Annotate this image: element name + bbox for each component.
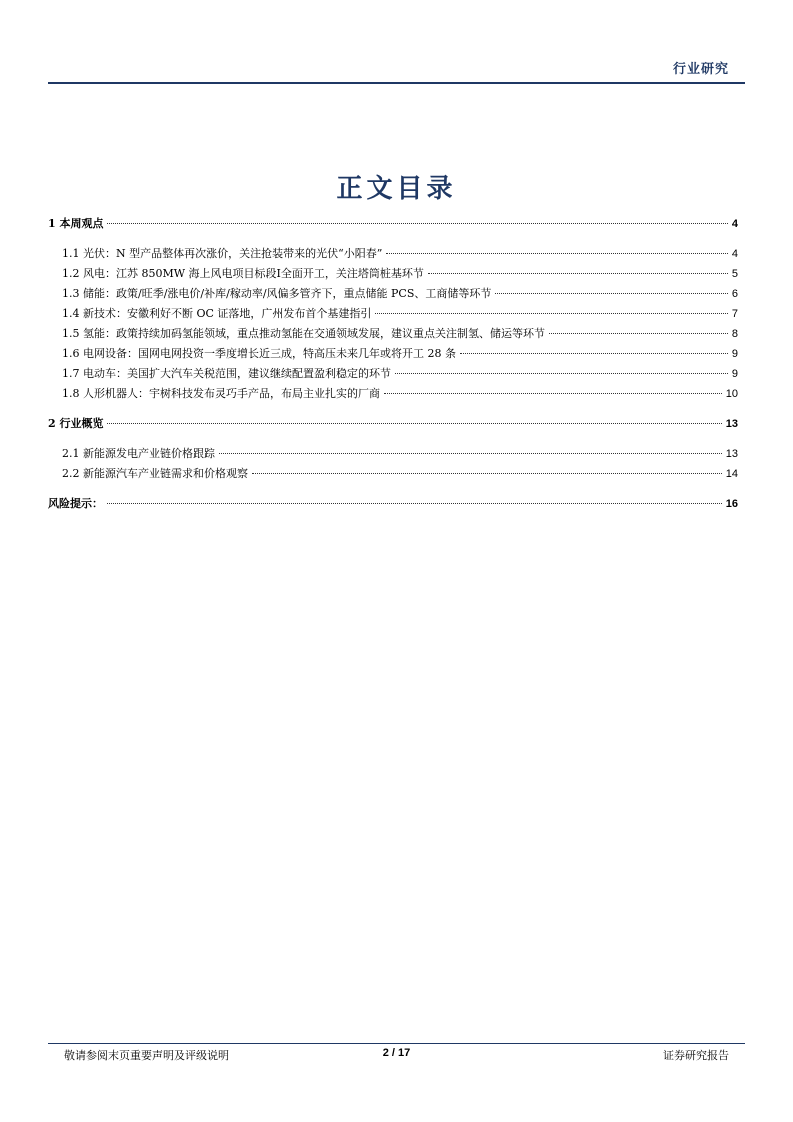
toc-entry-page: 10 <box>725 388 738 400</box>
page-title: 正文目录 <box>336 174 457 204</box>
toc-leader-dots <box>428 273 728 274</box>
toc-entry-1-4[interactable] <box>48 304 738 324</box>
toc-entry-1-5[interactable] <box>48 324 738 344</box>
footer-report-type: 证券研究报告 <box>663 1049 729 1062</box>
toc-leader-dots <box>107 503 722 504</box>
toc-entry-1-1[interactable] <box>48 244 738 264</box>
toc-entry-section-1[interactable] <box>48 214 738 234</box>
toc-entry-text: 1.4 新技术：安徽利好不断 OC 证落地，广州发布首个基建指引 <box>62 307 372 320</box>
toc-leader-dots <box>219 453 722 454</box>
toc-entry-page: 6 <box>731 288 738 300</box>
toc-entry-page: 8 <box>731 328 738 340</box>
toc-entry-text: 1.6 电网设备：国网电网投资一季度增长近三成，特高压未来几年或将开工 28 条 <box>62 347 456 360</box>
toc-entry-text: 1.1 光伏：N 型产品整体再次涨价，关注抢装带来的光伏“小阳春” <box>62 247 383 260</box>
toc-leader-dots <box>107 223 727 224</box>
toc-entry-1-2[interactable] <box>48 264 738 284</box>
footer-disclaimer: 敬请参阅末页重要声明及评级说明 <box>64 1049 229 1062</box>
page-footer <box>64 1047 729 1065</box>
toc-entry-page: 5 <box>731 268 738 280</box>
toc-entry-text: 2.2 新能源汽车产业链需求和价格观察 <box>62 467 248 480</box>
toc-entry-page: 16 <box>725 498 738 510</box>
toc-leader-dots <box>495 293 728 294</box>
toc-entry-text: 1.3 储能：政策/旺季/涨电价/补库/稼动率/风偏多管齐下，重点储能 PCS、工商储等环节 <box>62 287 492 300</box>
footer-divider <box>48 1043 745 1044</box>
header-divider <box>48 82 745 84</box>
toc-entry-text: 1 本周观点 <box>48 217 104 230</box>
toc-entry-1-7[interactable] <box>48 364 738 384</box>
toc-entry-page: 9 <box>731 348 738 360</box>
toc-entry-2-1[interactable] <box>48 444 738 464</box>
toc-entry-text: 1.7 电动车：美国扩大汽车关税范围，建议继续配置盈利稳定的环节 <box>62 367 391 380</box>
toc-entry-text: 2 行业概览 <box>48 417 104 430</box>
toc-entry-page: 4 <box>731 248 738 260</box>
toc-leader-dots <box>549 333 728 334</box>
toc-entry-2-2[interactable] <box>48 464 738 484</box>
toc-entry-text: 1.8 人形机器人：宇树科技发布灵巧手产品，布局主业扎实的厂商 <box>62 387 380 400</box>
page-number: 2 / 17 <box>382 1047 411 1059</box>
toc-entry-text: 风险提示： <box>48 497 103 510</box>
table-of-contents <box>48 214 738 514</box>
toc-leader-dots <box>107 423 721 424</box>
toc-leader-dots <box>460 353 728 354</box>
toc-entry-1-8[interactable] <box>48 384 738 404</box>
toc-entry-page: 13 <box>725 418 738 430</box>
toc-entry-text: 1.5 氢能：政策持续加码氢能领域，重点推动氢能在交通领域发展，建议重点关注制氢、储运等环节 <box>62 327 545 340</box>
toc-entry-risk-warning[interactable] <box>48 494 738 514</box>
toc-entry-text: 1.2 风电：江苏 850MW 海上风电项目标段Ⅰ全面开工，关注塔筒桩基环节 <box>62 267 424 280</box>
header-label: 行业研究 <box>672 62 729 77</box>
toc-entry-page: 9 <box>731 368 738 380</box>
toc-leader-dots <box>395 373 728 374</box>
toc-leader-dots <box>384 393 722 394</box>
toc-entry-1-3[interactable] <box>48 284 738 304</box>
toc-entry-page: 7 <box>731 308 738 320</box>
toc-entry-section-2[interactable] <box>48 414 738 434</box>
toc-leader-dots <box>386 253 728 254</box>
toc-leader-dots <box>252 473 722 474</box>
toc-entry-page: 4 <box>731 218 738 230</box>
toc-entry-text: 2.1 新能源发电产业链价格跟踪 <box>62 447 215 460</box>
toc-entry-1-6[interactable] <box>48 344 738 364</box>
toc-entry-page: 13 <box>725 448 738 460</box>
toc-entry-page: 14 <box>725 468 738 480</box>
toc-leader-dots <box>375 313 727 314</box>
